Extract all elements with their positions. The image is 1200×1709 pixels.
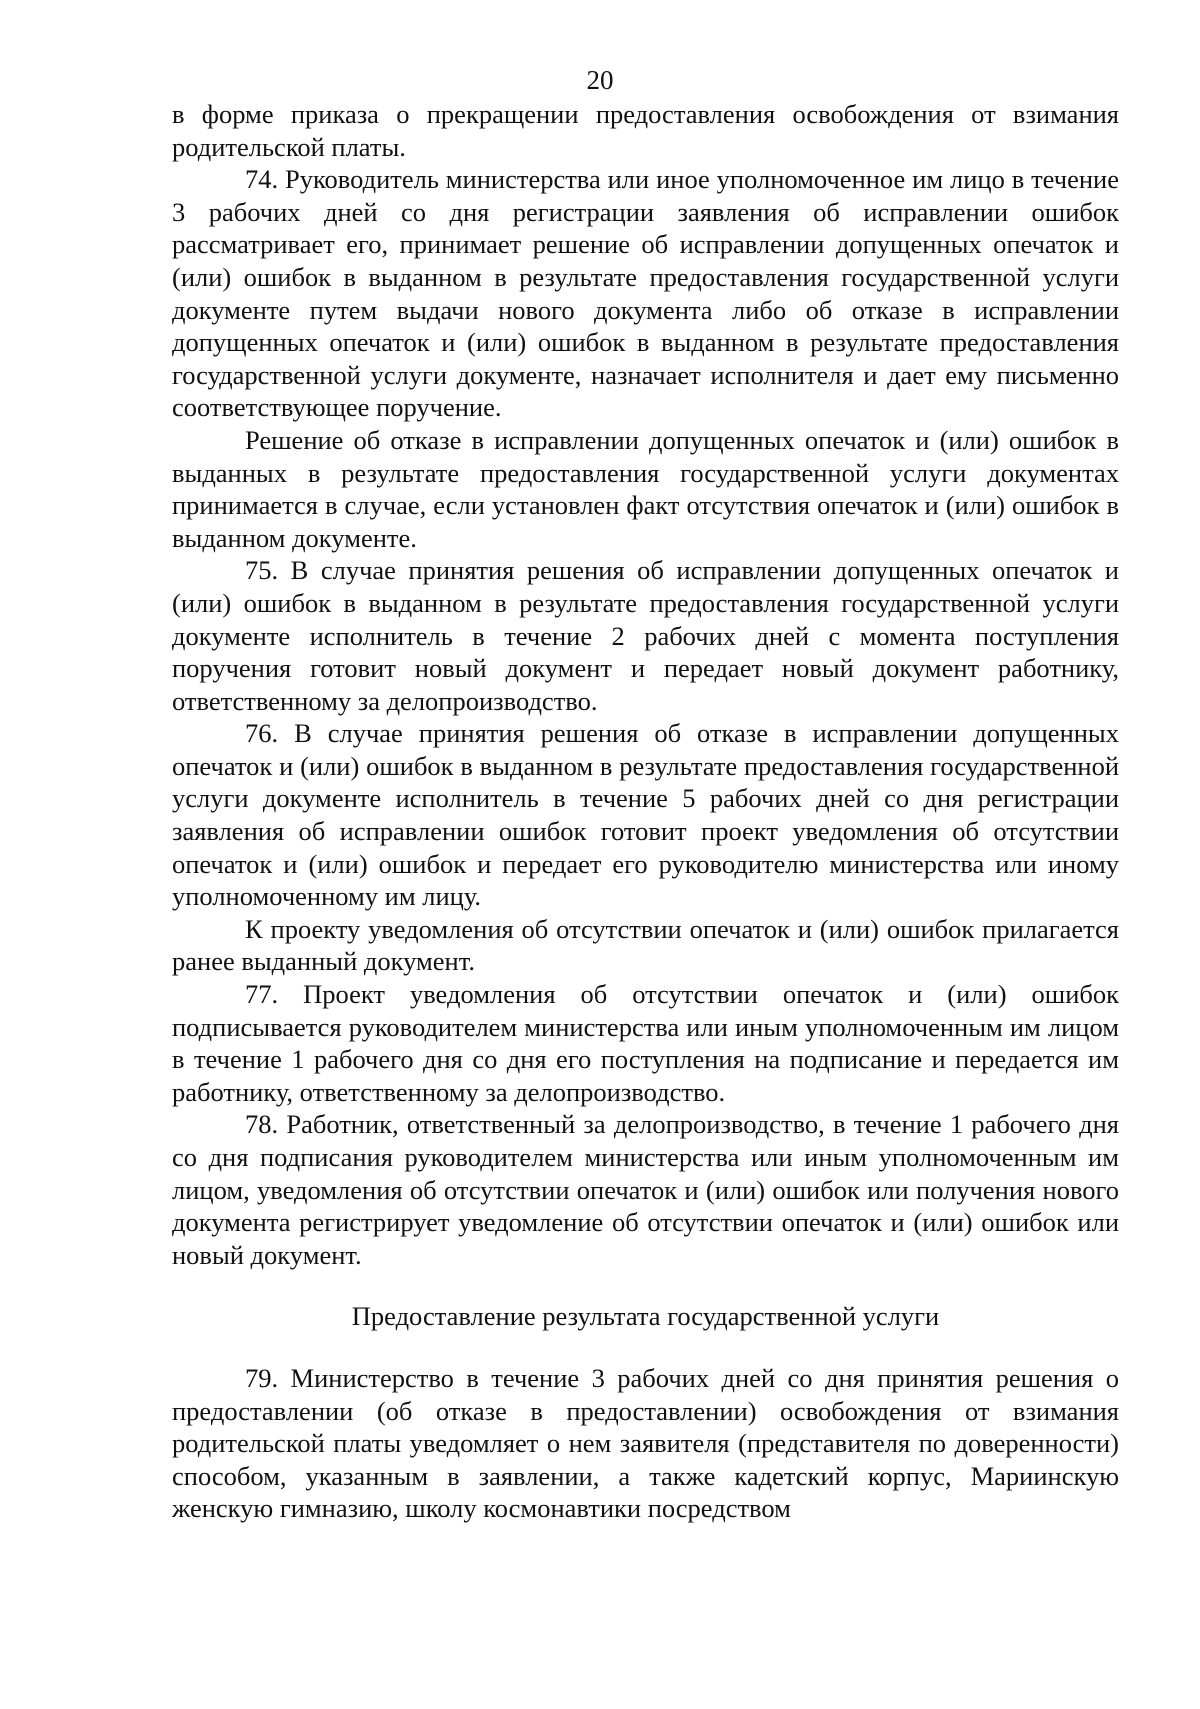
section-heading: Предоставление результата государственной услуги [351,1301,940,1332]
paragraph-76-attachment: К проекту уведомления об отсутствии опечаток и (или) ошибок прилагается ранее выданный документ. [172,913,1119,977]
page-number: 20 [586,65,614,95]
paragraph-continuation: в форме приказа о прекращении предоставления освобождения от взимания родительской платы. [172,99,1119,162]
paragraph-74-refusal: Решение об отказе в исправлении допущенных опечаток и (или) ошибок в выданных в результате предоставления государственной услуги документах принимается в случае, если установлен факт отсутствия опечаток и (или) ошибок в выданном документе. [172,424,1119,553]
paragraph-77: 77. Проект уведомления об отсутствии опечаток и (или) ошибок подписывается руководителем министерства или иным уполномоченным им лицом в течение 1 рабочего дня со дня его поступления на подписание и передается им работнику, ответственному за делопроизводство. [172,979,1119,1107]
paragraph-79: 79. Министерство в течение 3 рабочих дней со дня принятия решения о предоставлении (об отказе в предоставлении) освобождения от взимания родительской платы уведомляет о нем заявителя (представителя по доверенности) способом, указанным в заявлении, а также кадетский корпус, Мариинскую женскую гимназию, школу космонавтики посредством [172,1362,1119,1524]
paragraph-74: 74. Руководитель министерства или иное уполномоченное им лицо в течение 3 рабочих дней со дня регистрации заявления об исправлении ошибок рассматривает его, принимает решение об исправлении допущенных опечаток и (или) ошибок в выданном в результате предоставления государственной услуги документе путем выдачи нового документа либо об отказе в исправлении допущенных опечаток и (или) ошибок в выданном в результате предоставления государственной услуги документе, назначает исполнителя и дает ему письменно соответствующее поручение. [172,164,1119,423]
paragraph-76: 76. В случае принятия решения об отказе в исправлении допущенных опечаток и (или) ошибок в выданном в результате предоставления государственной услуги документе исполнитель в течение 5 рабочих дней со дня регистрации заявления об исправлении ошибок готовит проект уведомления об отсутствии опечаток и (или) ошибок и передает его руководителю министерства или иному уполномоченному им лицу. [172,718,1119,912]
paragraph-78: 78. Работник, ответственный за делопроизводство, в течение 1 рабочего дня со дня подписания руководителем министерства или иным уполномоченным им лицом, уведомления об отсутствии опечаток и (или) ошибок или получения нового документа регистрирует уведомление об отсутствии опечаток и (или) ошибок или новый документ. [172,1109,1119,1270]
document-body [172,98,1119,1525]
paragraph-75: 75. В случае принятия решения об исправлении допущенных опечаток и (или) ошибок в выданном в результате предоставления государственной услуги документе исполнитель в течение 2 рабочих дней с момента поступления поручения готовит новый документ и передает новый документ работнику, ответственному за делопроизводство. [172,555,1119,716]
